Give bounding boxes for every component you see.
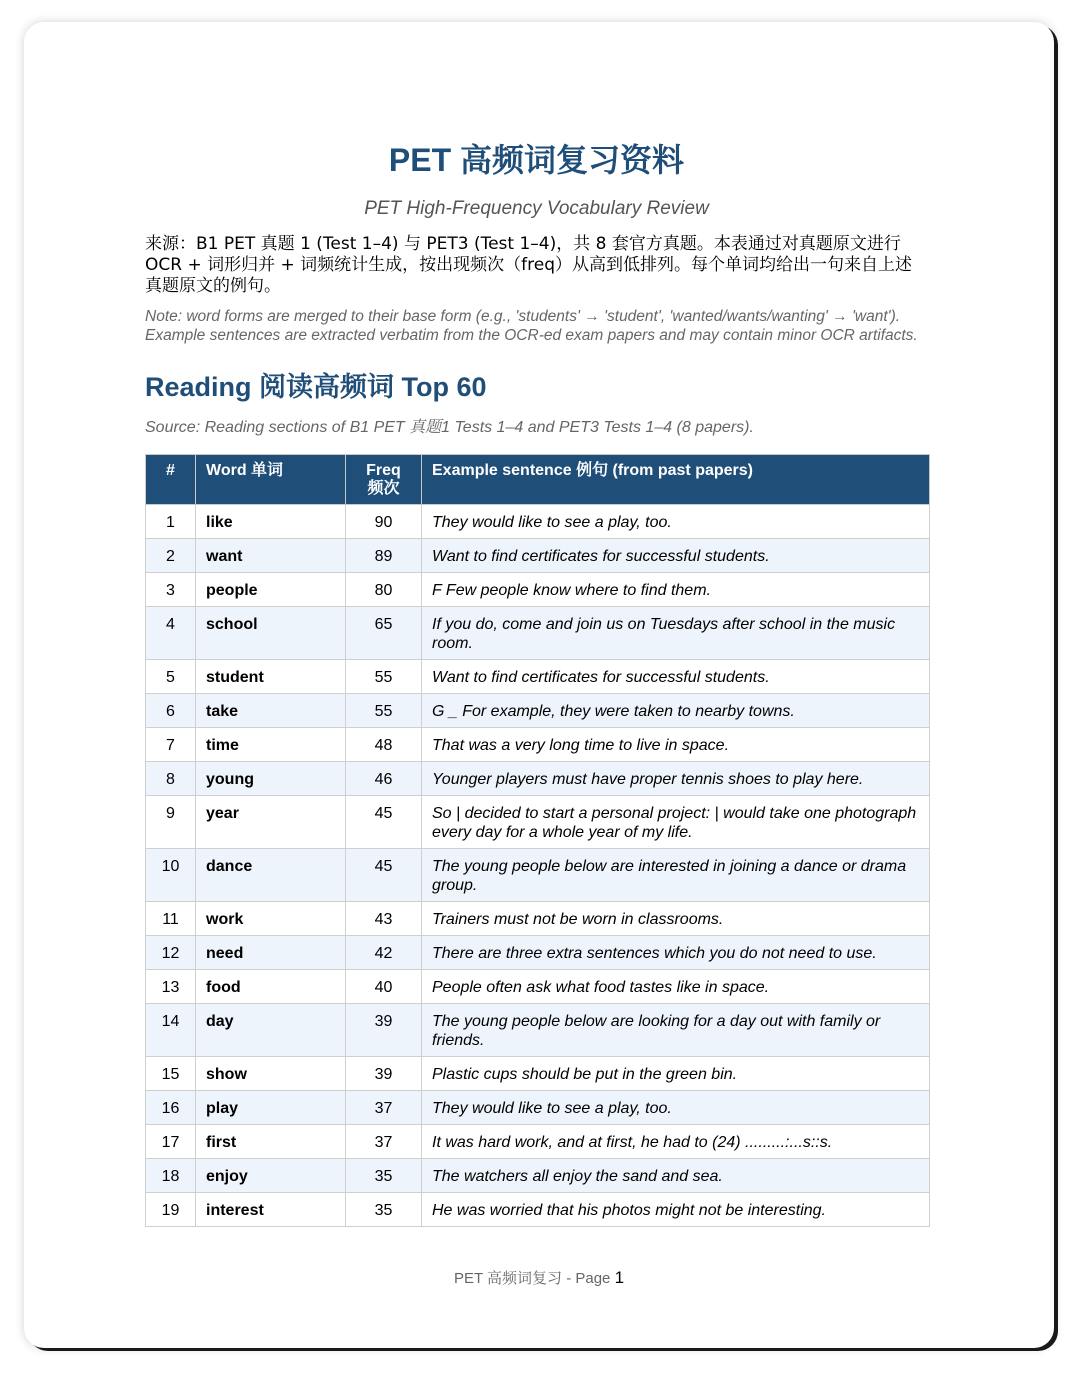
- row-number: 7: [146, 728, 196, 762]
- header-example: Example sentence 例句 (from past papers): [422, 455, 930, 505]
- row-number: 10: [146, 849, 196, 902]
- row-freq: 89: [346, 539, 422, 573]
- table-row: [146, 573, 930, 607]
- table-row: [146, 607, 930, 660]
- row-number: 14: [146, 1004, 196, 1057]
- page-title: PET 高频词复习资料: [388, 142, 685, 178]
- header-freq: [346, 455, 422, 505]
- row-number: 1: [146, 505, 196, 539]
- row-word: food: [196, 970, 346, 1004]
- table-row: [146, 902, 930, 936]
- row-freq: 35: [346, 1193, 422, 1227]
- row-freq: 46: [346, 762, 422, 796]
- table-row: [146, 660, 930, 694]
- row-number: 6: [146, 694, 196, 728]
- row-number: 15: [146, 1057, 196, 1091]
- row-word: time: [196, 728, 346, 762]
- footer-page-number: 1: [614, 1268, 625, 1287]
- footer-label: PET 高频词复习 - Page: [453, 1270, 611, 1287]
- table-row: [146, 936, 930, 970]
- row-freq: 39: [346, 1057, 422, 1091]
- table-row: [146, 539, 930, 573]
- row-example: The watchers all enjoy the sand and sea.: [422, 1159, 930, 1193]
- row-freq: 45: [346, 796, 422, 849]
- page-subtitle: PET High-Frequency Vocabulary Review: [364, 198, 709, 219]
- header-number: #: [146, 455, 196, 505]
- table-header-row: [146, 455, 930, 505]
- header-word: Word 单词: [196, 455, 346, 505]
- table-row: [146, 1193, 930, 1227]
- row-word: play: [196, 1091, 346, 1125]
- page-content: [145, 140, 928, 1227]
- row-freq: 55: [346, 694, 422, 728]
- row-number: 18: [146, 1159, 196, 1193]
- row-word: people: [196, 573, 346, 607]
- table-row: [146, 694, 930, 728]
- row-example: Want to find certificates for successful students.: [422, 660, 930, 694]
- row-word: school: [196, 607, 346, 660]
- table-row: [146, 796, 930, 849]
- row-freq: 65: [346, 607, 422, 660]
- row-number: 11: [146, 902, 196, 936]
- table-row: [146, 1091, 930, 1125]
- row-freq: 90: [346, 505, 422, 539]
- row-word: need: [196, 936, 346, 970]
- row-number: 3: [146, 573, 196, 607]
- table-row: [146, 1125, 930, 1159]
- row-example: There are three extra sentences which you do not need to use.: [422, 936, 930, 970]
- row-example: It was hard work, and at first, he had to (24) .........:...s::s.: [422, 1125, 930, 1159]
- row-number: 4: [146, 607, 196, 660]
- row-word: year: [196, 796, 346, 849]
- row-freq: 43: [346, 902, 422, 936]
- row-example: The young people below are interested in joining a dance or drama group.: [422, 849, 930, 902]
- row-example: Want to find certificates for successful students.: [422, 539, 930, 573]
- row-word: first: [196, 1125, 346, 1159]
- row-number: 9: [146, 796, 196, 849]
- row-number: 5: [146, 660, 196, 694]
- row-freq: 48: [346, 728, 422, 762]
- row-word: day: [196, 1004, 346, 1057]
- row-example: So | decided to start a personal project: | would take one photograph every day for a whole year of my life.: [422, 796, 930, 849]
- row-example: People often ask what food tastes like in space.: [422, 970, 930, 1004]
- table-row: [146, 728, 930, 762]
- row-example: Younger players must have proper tennis shoes to play here.: [422, 762, 930, 796]
- row-example: Plastic cups should be put in the green bin.: [422, 1057, 930, 1091]
- row-freq: 45: [346, 849, 422, 902]
- row-example: F Few people know where to find them.: [422, 573, 930, 607]
- row-word: dance: [196, 849, 346, 902]
- row-freq: 37: [346, 1125, 422, 1159]
- table-row: [146, 762, 930, 796]
- row-number: 2: [146, 539, 196, 573]
- row-freq: 80: [346, 573, 422, 607]
- row-freq: 35: [346, 1159, 422, 1193]
- intro-paragraph: 来源：B1 PET 真题 1 (Test 1–4) 与 PET3 (Test 1–4)，共 8 套官方真题。本表通过对真题原文进行 OCR + 词形归并 + 词频统计生成，按出现频次（freq）从高到低排列。每个单词均给出一句来自上述真题原文的例句。: [145, 234, 913, 296]
- table-row: [146, 505, 930, 539]
- vocabulary-table: [145, 454, 930, 1227]
- document-page: [24, 22, 1054, 1348]
- row-number: 17: [146, 1125, 196, 1159]
- table-row: [146, 970, 930, 1004]
- page-footer: [24, 1267, 1054, 1288]
- section-source: Source: Reading sections of B1 PET 真题1 Tests 1–4 and PET3 Tests 1–4 (8 papers).: [145, 419, 754, 436]
- row-freq: 42: [346, 936, 422, 970]
- header-freq-cn: 频次: [367, 480, 400, 497]
- table-row: [146, 1159, 930, 1193]
- row-example: That was a very long time to live in space.: [422, 728, 930, 762]
- row-number: 8: [146, 762, 196, 796]
- table-row: [146, 1004, 930, 1057]
- row-freq: 55: [346, 660, 422, 694]
- row-word: take: [196, 694, 346, 728]
- row-freq: 37: [346, 1091, 422, 1125]
- row-word: young: [196, 762, 346, 796]
- section-heading: Reading 阅读高频词 Top 60: [145, 372, 487, 402]
- row-freq: 39: [346, 1004, 422, 1057]
- row-number: 16: [146, 1091, 196, 1125]
- row-word: want: [196, 539, 346, 573]
- row-number: 12: [146, 936, 196, 970]
- row-word: interest: [196, 1193, 346, 1227]
- row-freq: 40: [346, 970, 422, 1004]
- row-number: 19: [146, 1193, 196, 1227]
- row-example: G _ For example, they were taken to nearby towns.: [422, 694, 930, 728]
- row-word: student: [196, 660, 346, 694]
- row-example: Trainers must not be worn in classrooms.: [422, 902, 930, 936]
- row-example: If you do, come and join us on Tuesdays after school in the music room.: [422, 607, 930, 660]
- row-number: 13: [146, 970, 196, 1004]
- row-word: like: [196, 505, 346, 539]
- table-row: [146, 1057, 930, 1091]
- row-word: work: [196, 902, 346, 936]
- note-paragraph: Note: word forms are merged to their base form (e.g., 'students' → 'student', 'wanted/wants/wanting' → 'want'). Example sentences are extracted verbatim from the OCR-ed exam papers and may contain minor OCR artifacts.: [145, 308, 918, 344]
- row-word: show: [196, 1057, 346, 1091]
- table-row: [146, 849, 930, 902]
- row-example: They would like to see a play, too.: [422, 505, 930, 539]
- row-word: enjoy: [196, 1159, 346, 1193]
- row-example: The young people below are looking for a day out with family or friends.: [422, 1004, 930, 1057]
- row-example: He was worried that his photos might not be interesting.: [422, 1193, 930, 1227]
- header-freq-en: Freq: [366, 462, 401, 479]
- row-example: They would like to see a play, too.: [422, 1091, 930, 1125]
